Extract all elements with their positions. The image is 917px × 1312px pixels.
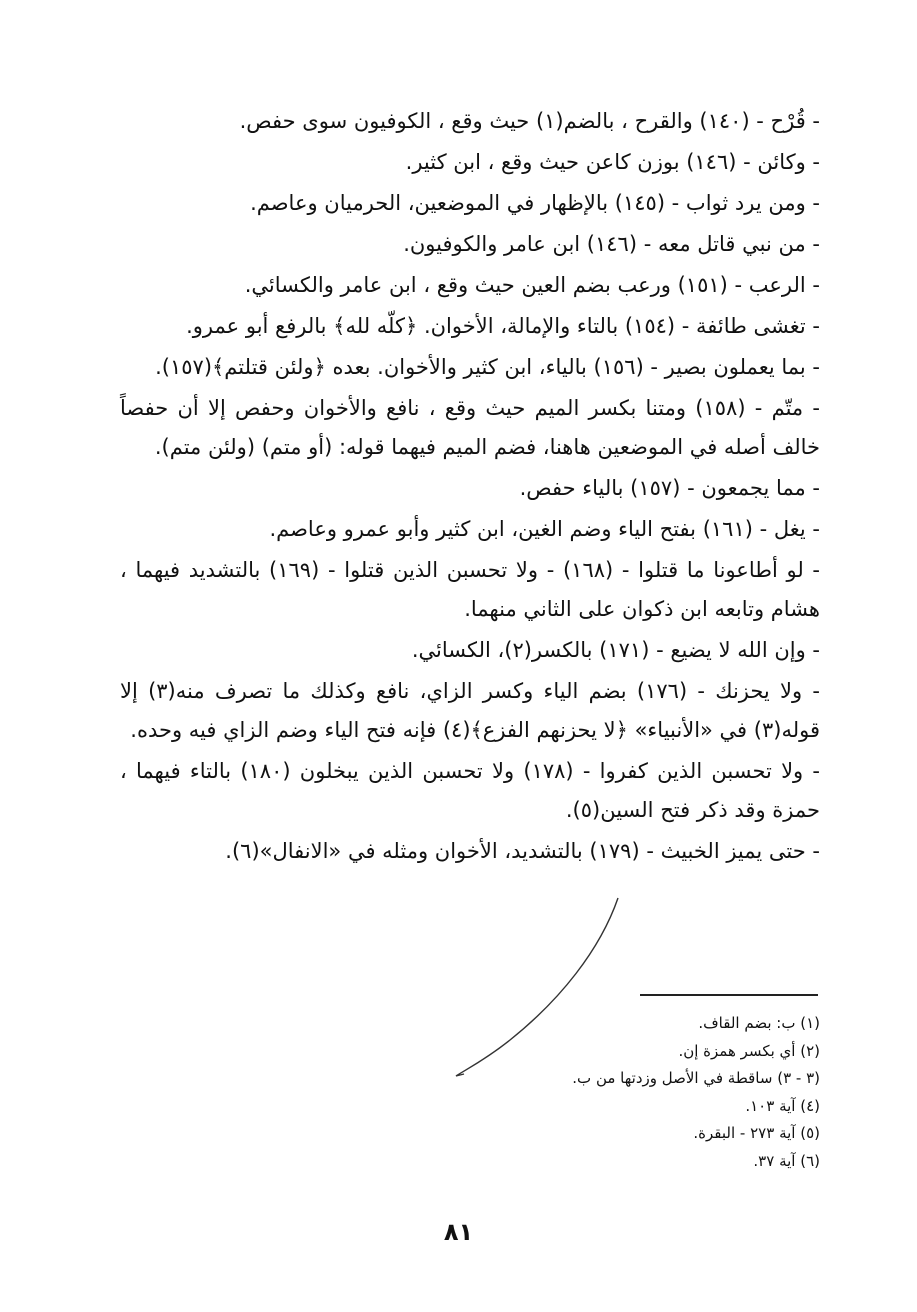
text-line-8: - متّم - (١٥٨) ومتنا بكسر الميم حيث وقع ، نافع والأخوان وحفص إلا أن حفصاً خالف أصله في الموضعين هاهنا، فضم الميم فيهما قوله: (أو متم) (ولئن متم). — [120, 396, 820, 459]
text-line-4: - من نبي قاتل معه - (١٤٦) ابن عامر والكوفيون. — [403, 232, 820, 256]
text-line-9: - مما يجمعون - (١٥٧) بالياء حفص. — [519, 476, 820, 500]
text-line-12: - وإن الله لا يضيع - (١٧١) بالكسر(٢)، الكسائي. — [411, 638, 820, 662]
footnote-5: (٥) آية ٢٧٣ - البقرة. — [693, 1124, 820, 1142]
text-line-11: - لو أطاعونا ما قتلوا - (١٦٨) - ولا تحسبن الذين قتلوا - (١٦٩) بالتشديد فيهما ، هشام وتابعه ابن ذكوان على الثاني منهما. — [120, 558, 820, 621]
footnote-1: (١) ب: بضم القاف. — [698, 1014, 820, 1032]
text-line-7: - بما يعملون بصير - (١٥٦) بالياء، ابن كثير والأخوان. بعده ﴿ولئن قتلتم﴾(١٥٧). — [155, 355, 820, 379]
text-line-2: - وكائن - (١٤٦) بوزن كاعن حيث وقع ، ابن كثير. — [405, 150, 820, 174]
text-line-15: - حتى يميز الخبيث - (١٧٩) بالتشديد، الأخوان ومثله في «الانفال»(٦). — [225, 839, 820, 863]
text-line-6: - تغشى طائفة - (١٥٤) بالتاء والإمالة، الأخوان. ﴿كلّه لله﴾ بالرفع أبو عمرو. — [186, 314, 820, 338]
text-line-3: - ومن يرد ثواب - (١٤٥) بالإظهار في الموضعين، الحرميان وعاصم. — [250, 191, 820, 215]
text-line-10: - يغل - (١٦١) بفتح الياء وضم الغين، ابن كثير وأبو عمرو وعاصم. — [269, 517, 820, 541]
text-line-1: - قُرْح - (١٤٠) والقرح ، بالضم(١) حيث وقع ، الكوفيون سوى حفص. — [239, 109, 820, 133]
footnote-4: (٤) آية ١٠٣. — [745, 1096, 820, 1115]
text-line-13: - ولا يحزنك - (١٧٦) بضم الياء وكسر الزاي، نافع وكذلك ما تصرف منه(٣) إلا قوله(٣) في «الأنبياء» ﴿لا يحزنهم الفزع﴾(٤) فإنه فتح الياء وضم الزاي فيه وحده. — [120, 679, 820, 742]
footnote-3: (٣ - ٣) ساقطة في الأصل وزدتها من ب. — [572, 1069, 820, 1087]
main-text — [120, 102, 820, 873]
text-line-5: - الرعب - (١٥١) ورعب بضم العين حيث وقع ، ابن عامر والكسائي. — [244, 273, 820, 297]
footnote-2: (٢) أي بكسر همزة إن. — [678, 1041, 820, 1060]
footnote-separator — [640, 994, 818, 996]
page-number: ٨١ — [443, 1218, 474, 1246]
text-line-14: - ولا تحسبن الذين كفروا - (١٧٨) ولا تحسبن الذين يبخلون (١٨٠) بالتاء فيهما ، حمزة وقد ذكر فتح السين(٥). — [120, 759, 821, 822]
pen-stroke-mark — [450, 890, 630, 1090]
footnote-6: (٦) آية ٣٧. — [753, 1151, 820, 1170]
